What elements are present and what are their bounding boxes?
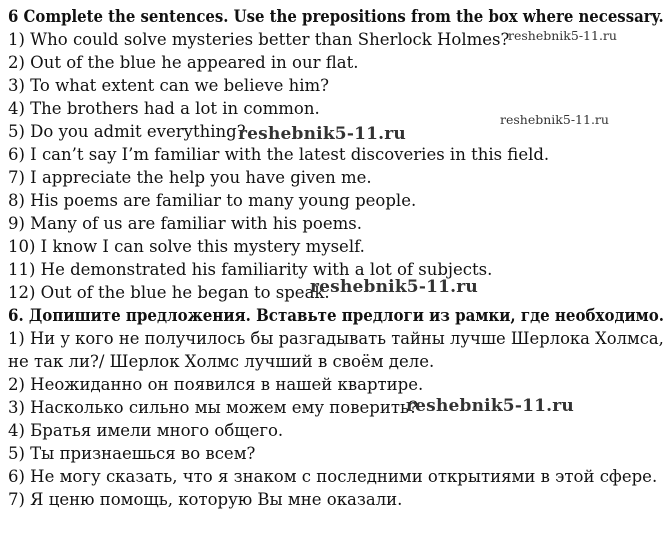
answer-line: 5) Ты признаешься во всем? xyxy=(8,444,256,463)
answer-line: 1) Who could solve mysteries better than Sherlock Holmes? xyxy=(8,30,510,49)
task-heading-en: 6 Complete the sentences. Use the prepositions from the box where necessary. xyxy=(8,7,664,26)
answer-line: 6) I can’t say I’m familiar with the latest discoveries in this field. xyxy=(8,145,550,164)
watermark: reshebnik5-11.ru xyxy=(508,28,617,43)
answer-line: 2) Неожиданно он появился в нашей квартире. xyxy=(8,375,424,394)
answer-line: 12) Out of the blue he began to speak. xyxy=(8,283,330,302)
watermark: reshebnik5-11.ru xyxy=(406,396,574,416)
answer-line: не так ли?/ Шерлок Холмс лучший в своём деле. xyxy=(8,352,435,371)
answer-line: 2) Out of the blue he appeared in our flat. xyxy=(8,53,359,72)
answer-line: 10) I know I can solve this mystery myself. xyxy=(8,237,365,256)
answer-line: 9) Many of us are familiar with his poems. xyxy=(8,214,362,233)
watermark: reshebnik5-11.ru xyxy=(238,124,406,144)
answer-line: 4) The brothers had a lot in common. xyxy=(8,99,320,118)
answer-line: 5) Do you admit everything? xyxy=(8,122,246,141)
watermark: reshebnik5-11.ru xyxy=(310,277,478,297)
answer-line: 4) Братья имели много общего. xyxy=(8,421,284,440)
answer-line: 3) To what extent can we believe him? xyxy=(8,76,329,95)
answer-line: 3) Насколько сильно мы можем ему поверить? xyxy=(8,398,418,417)
answer-line: 8) His poems are familiar to many young people. xyxy=(8,191,417,210)
answer-line: 11) He demonstrated his familiarity with a lot of subjects. xyxy=(8,260,493,279)
answer-line: 7) Я ценю помощь, которую Вы мне оказали. xyxy=(8,490,403,509)
answer-line: 7) I appreciate the help you have given me. xyxy=(8,168,372,187)
task-heading-ru: 6. Допишите предложения. Вставьте предлоги из рамки, где необходимо. xyxy=(8,306,664,325)
answer-line: 1) Ни у кого не получилось бы разгадывать тайны лучше Шерлока Холмса, xyxy=(8,329,664,348)
watermark: reshebnik5-11.ru xyxy=(500,112,609,127)
answer-line: 6) Не могу сказать, что я знаком с последними открытиями в этой сфере. xyxy=(8,467,658,486)
